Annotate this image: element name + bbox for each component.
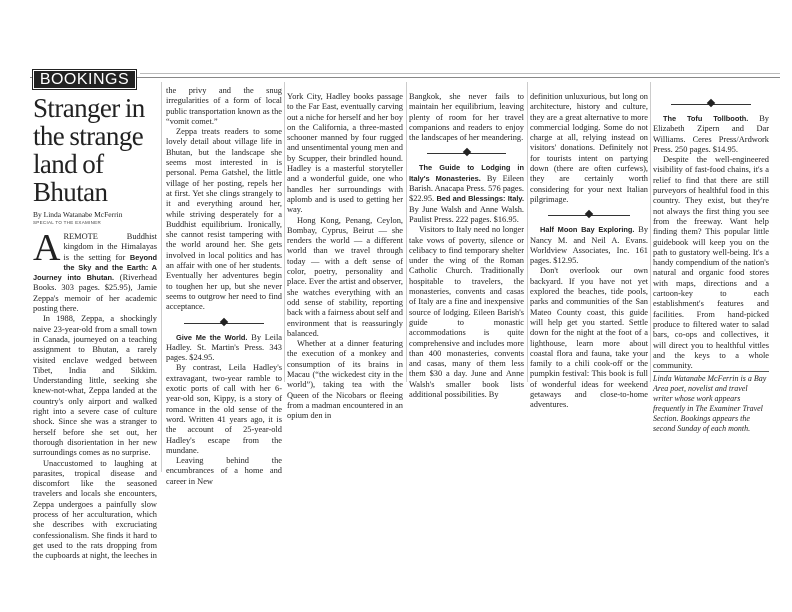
paragraph-text: In 1988, Zeppa, a shockingly naive 23-year-old from a small town in Canada, journeyed on a teaching assignment to Bhutan, a rarely visited enclave wedged between Tibet, India and Sikkim. Understanding little, seeking she knew-not-what, Zeppa landed at the country's only airport and walked right into a severe case of culture shock. Since she was a stranger to herself before she set out, her thorough disorientation in her new surroundings comes as no surprise. bbox=[33, 314, 157, 458]
section-flag bbox=[32, 69, 137, 90]
column-rule bbox=[650, 82, 651, 382]
book-title: Give Me the World. bbox=[176, 332, 248, 342]
paragraph bbox=[409, 225, 524, 400]
paragraph bbox=[166, 363, 282, 456]
paragraph bbox=[653, 114, 769, 155]
paragraph-text: Don't overlook our own backyard. If you have not yet explored the beaches, tide pools, parks and communities of the San Mateo County coast, this guide will help get you started. Settle down for the night at the foot of a lighthouse, learn more about coastal flora and fauna, take your family to a chili cook-off or the pumpkin festival: This book is full of wonderful ideas for weekend getaways and close-to-home adventures. bbox=[530, 266, 648, 410]
top-thin-rule bbox=[140, 73, 780, 74]
paragraph bbox=[33, 314, 157, 458]
paragraph-text: the privy and the snug irregularities of a form of local public transportation known as the “vomit comet.” bbox=[166, 86, 282, 126]
lead-article-column bbox=[33, 94, 159, 562]
section-divider bbox=[166, 313, 282, 333]
top-rule bbox=[30, 77, 780, 78]
book-title: The Tofu Tollbooth. bbox=[663, 114, 749, 123]
divider-diamond-icon bbox=[220, 317, 228, 325]
paragraph bbox=[33, 227, 157, 314]
paragraph-text: Hong Kong, Penang, Ceylon, Bombay, Cyprus, Beirut — she renders the world — a different world than we travel through today — with a deft sense of color, poetry, personality and place. Ever the artist and observer, she watches everything with an odd sense of stability, reporting back with a fairness about self and environment that is reassuringly balanced. bbox=[287, 215, 403, 338]
section-divider bbox=[409, 143, 524, 163]
paragraph-text: By contrast, Leila Hadley's extravagant, two-year ramble to exotic ports of call with her 6-year-old son, Kippy, is a story of romance in the old sense of the word. Written 41 years ago, it is the account of 25-year-old Hadley's escape from the mundane. bbox=[166, 363, 282, 455]
paragraph-text: definition unluxurious, but long on architecture, history and culture, they are a great alternative to more commercial lodging. Some do not charge at all, relying instead on visitors' donations. Definitely not for tourists intent on partying down (there are often curfews), they are certainly worth considering for your next Italian pilgrimage. bbox=[530, 92, 648, 204]
book-title: Bed and Blessings: Italy. bbox=[436, 194, 524, 204]
paragraph-text: REMOTE Buddhist kingdom in the Himalayas is the setting for bbox=[63, 232, 157, 262]
divider-diamond-icon bbox=[585, 210, 593, 218]
article-column-5 bbox=[530, 92, 648, 411]
paragraph bbox=[166, 127, 282, 312]
paragraph bbox=[653, 155, 769, 371]
paragraph bbox=[166, 333, 282, 364]
section-divider bbox=[653, 94, 769, 114]
paragraph bbox=[530, 266, 648, 410]
paragraph bbox=[166, 456, 282, 487]
article-column-2 bbox=[166, 86, 282, 487]
article-column-4 bbox=[409, 92, 524, 400]
book-title: Half Moon Bay Exploring. bbox=[540, 225, 635, 235]
paragraph-text: Despite the well-engineered visibility of fast-food chains, it's a relief to find that there are still purveyors of healthful food in this country. They exist, but they're not always the first thing you see from the freeway. Want help finding them? This popular little guidebook will keep you on the path to gustatory well-being. It's a handy compendium of the nation's natural and organic food stores with maps, directions and a cartoon-key to each establishment's features and facilities. From hand-picked produce to filtered water to salad bars, co-ops and collectives, it will direct you to healthful vittles and the keys to a whole community. bbox=[653, 155, 769, 371]
paragraph bbox=[287, 339, 403, 421]
book-title: The Guide to Lodging in Italy's Monasteries. bbox=[409, 163, 524, 183]
paragraph-text: Zeppa treats readers to some lovely detail about village life in Bhutan, but the landscape she seems most interested in is personal. Pema Gatshel, the little village of her posting, repels her at first. Yet she clings strangely to it and everything around her, while striving desperately for a Buddhist equilibrium. Ironically, she cannot resist tampering with the world around her. She gets involved in local politics and has an affair with one of her students. Eventually her adventures begin to toughen her up, but she never seems to outgrow her need to find acceptance. bbox=[166, 127, 282, 312]
paragraph-text: Leaving behind the encumbrances of a home and career in New bbox=[166, 456, 282, 486]
article-column-6 bbox=[653, 94, 769, 434]
paragraph-text: By Eileen Barish. Anacapa Press. 576 pages. $22.95. bbox=[409, 173, 524, 204]
paragraph bbox=[33, 459, 157, 562]
article-column-1 bbox=[33, 227, 157, 562]
drop-cap: A bbox=[33, 227, 61, 269]
paragraph bbox=[287, 92, 403, 216]
column-rule bbox=[527, 82, 528, 382]
paragraph-text: By Nancy M. and Neil A. Evans. Worldview Associates, Inc. 161 pages. $12.95. bbox=[530, 225, 649, 266]
divider-diamond-icon bbox=[707, 99, 715, 107]
section-label: BOOKINGS bbox=[34, 71, 135, 88]
column-rule bbox=[406, 82, 407, 382]
paragraph-text: Bangkok, she never fails to maintain her equilibrium, leaving plenty of room for her travel companions and readers to enjoy the landscapes of her meandering. bbox=[409, 92, 524, 143]
column-rule bbox=[284, 82, 285, 382]
paragraph bbox=[409, 92, 524, 143]
paragraph bbox=[409, 163, 524, 225]
paragraph-text: Visitors to Italy need no longer take vows of poverty, silence or celibacy to find temporary shelter under the wing of the Roman Catholic Church. Traditionally hospitable to travelers, the monasteries, convents and casas of Italy are a fine and inexpensive source of lodging. Eileen Barish's guide to monastic accommodations is quite comprehensive and includes more than 400 monasteries, convents and casas, many of them less them $30 a day. June and Anne Walsh's smaller book lists additional possibilities. By bbox=[409, 225, 524, 400]
section-divider bbox=[530, 205, 648, 225]
paragraph bbox=[166, 86, 282, 127]
paragraph-text: (Riverhead Books. 303 pages. $25.95), Jamie Zeppa's memoir of her academic posting there. bbox=[33, 273, 157, 314]
column-rule bbox=[161, 82, 162, 472]
author-note: Linda Watanabe McFerrin is a Bay Area poet, novelist and travel writer whose work appears frequently in The Examiner Travel Section. Bookings appears the second Sunday of each month. bbox=[653, 371, 769, 434]
paragraph bbox=[530, 225, 648, 266]
divider-diamond-icon bbox=[462, 148, 470, 156]
paragraph-text: By Leila Hadley. St. Martin's Press. 343 pages. $24.95. bbox=[166, 332, 282, 363]
book-title: Beyond the Sky and the Earth: A Journey into Bhutan. bbox=[33, 252, 157, 283]
paragraph-text: Whether at a dinner featuring the execution of a monkey and consumption of its brains in Macau (“the wickedest city in the world”), taking tea with the Queen of the Nicobars or fleeing from a madman encountered in an opium den in bbox=[287, 339, 403, 421]
byline: By Linda Watanabe McFerrin bbox=[33, 210, 123, 219]
paragraph-text: York City, Hadley books passage to the Far East, eventually carving out a niche for herself and her boy on the California, a three-masted schooner manned by four rugged and unsentimental young men and by Scupper, their brindled hound. Hadley is a masterful storyteller and a wonderful guide, one who handles her surroundings with aplomb and is used to getting her way. bbox=[287, 92, 403, 215]
paragraph bbox=[287, 216, 403, 340]
paragraph-text: Unaccustomed to laughing at parasites, tropical disease and discomfort like the seasoned travelers and locals she encounters, Zeppa undergoes a painfully slow process of her acculturation, which she describes with excruciating confessionalism. She finds it hard to get used to the rats dropping from the cupboards at night, the leeches in bbox=[33, 458, 157, 561]
paragraph-text: By Elizabeth Zipern and Dar Williams. Ceres Press/Ardwork Press. 250 pages. $14.95. bbox=[653, 114, 769, 154]
paragraph-text: By June Walsh and Anne Walsh. Paulist Press. 222 pages. $16.95. bbox=[409, 204, 524, 224]
byline-credit: SPECIAL TO THE EXAMINER bbox=[33, 220, 102, 225]
headline: Stranger in the strange land of Bhutan bbox=[33, 93, 145, 207]
paragraph bbox=[530, 92, 648, 205]
article-column-3 bbox=[287, 92, 403, 422]
